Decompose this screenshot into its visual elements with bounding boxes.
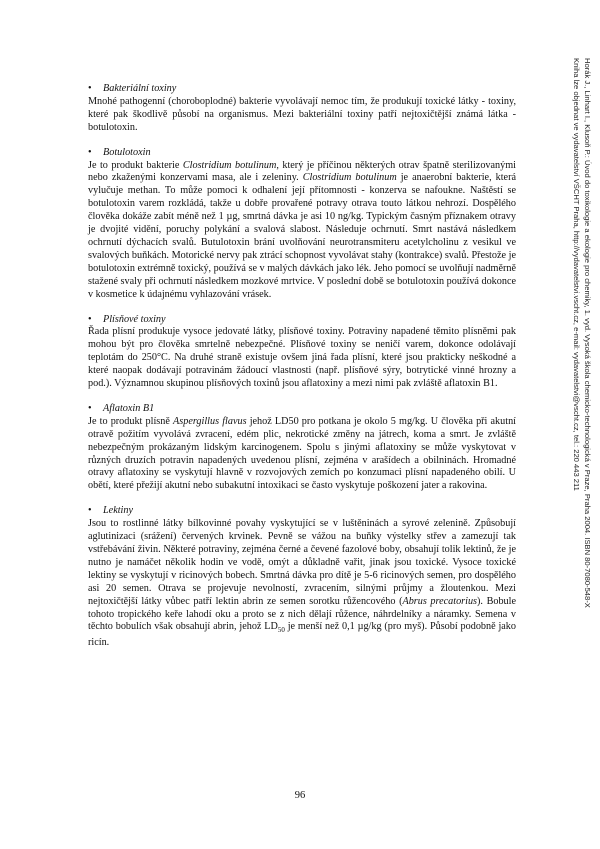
bullet-icon: • xyxy=(88,505,92,517)
bullet-icon: • xyxy=(88,313,92,325)
section-heading xyxy=(88,83,516,96)
paragraph: Řada plísní produkuje vysoce jedovaté látky, plísňové toxiny. Potraviny napadené těmito plísněmi pak mohou být pro člověka smrtelně nebezpečné. Plísňové toxiny se neničí varem, dokonce odolávají teplotám do 250°C. Na druhé straně existuje ovšem jiná řada plísní, které jsou prakticky neškodné a které naopak dodávají potravinám žádoucí vlastnosti (např. plísňové sýry, botrytické vinné hrozny a pod.). Významnou skupinou plísňových toxinů jsou aflatoxiny a mezi nimi pak zvláště aflatoxin B1. xyxy=(88,326,516,390)
heading-text: Bakteriální toxiny xyxy=(103,83,177,94)
species-name: Clostridium botulinum xyxy=(302,172,397,184)
paragraph: Je to produkt plísně Aspergillus flavus jehož LD50 pro potkana je okolo 5 mg/kg. U člověka při akutní otravě požitím vyvolává zvracení, edém plic, nekrotické změny na játrech, koma a smrt. Je zvláště nebezpečným prokázaným lidským karcinogenem. Spolu s jinými aflatoxiny se může vyskytovat v různých druzích potravin napadených uvedenou plísní, zejména v arašídech a obilninách. Hromadné otravy aflatoxiny se vyskytují hlavně v rozvojových zemích po konzumaci plísní napadeného obilí. U obětí, které přežijí akutní nebo subakutní intoxikaci se často vyskytuje poškození jater a rakovina. xyxy=(88,415,516,492)
paragraph: Jsou to rostlinné látky bílkovinné povahy vyskytující se v luštěninách a syrové zelenině. Způsobují aglutinizaci (srážení) červených krvinek. Pevně se vážou na buňky výstelky střev a zamezují tak vstřebávání živin. Některé potraviny, zejména černé a čevené fazolové boby, obsahují tolik lektinů, že je nutno je namáčet několik hodin ve vodě, omýt a důkladně vařit, jinak jsou toxické. Vysoce toxické lektiny se vyskytují v ricinových bobech. Smrtná dávka pro dítě je 5-6 ricinových semen, pro dospělého asi 20 semen. Otrava se projevuje nevolností, zvracením, silnými průjmy a žloutenkou. Mezi nejtoxičtější látky vůbec patří lektin abrin ze semen sorotku růžencového (Abrus precatorius). Bobule tohoto tropického keře lahodí oku a proto se z nich dělají růžence, náhrdelníky a náramky. Semena v těchto bobulích však obsahují abrin, jehož $LD_{50}$ je menší než 0,1 µg/kg (pro myš). Působí podobně jako ricín. xyxy=(88,518,516,649)
section-plisnove-toxiny xyxy=(88,314,516,391)
section-lektiny xyxy=(88,505,516,650)
paragraph: Mnohé pathogenní (choroboplodné) bakterie vyvolávají nemoc tím, že produkují toxické látky - toxiny, které pak škodlivě působí na organismus. Mezi bakteriální toxiny patří nejtoxičtější známá látka - botulotoxin. xyxy=(88,95,516,133)
section-botulotoxin xyxy=(88,147,516,302)
bullet-icon: • xyxy=(88,83,92,94)
citation-line-1: Horák J., Linhart I., Klusoň P.: Úvod do toxikologie a ekologie pro chemiky, 1. vyd. Vysoká škola chemicko-technologická v Praze, Praha 2004. ISBN 80-7080-548-X xyxy=(583,58,592,608)
bullet-icon: • xyxy=(88,402,92,414)
heading-text: Aflatoxin B1 xyxy=(103,402,155,414)
section-aflatoxin-b1 xyxy=(88,403,516,493)
heading-text: Lektiny xyxy=(103,505,133,517)
species-name: Clostridium botulinum xyxy=(182,159,277,171)
page-number: 96 xyxy=(294,790,306,801)
citation-line-2: Kniha lze objednat ve vydavatelství VŠCHT Praha, http://vydavatelstvi.vscht.cz, e-mail: vydavatelstvi@vscht.cz, tel.: 220 443 211 xyxy=(572,58,582,491)
section-heading xyxy=(88,505,516,518)
species-name: Aspergillus flavus xyxy=(173,415,247,427)
heading-text: Botulotoxin xyxy=(103,146,151,158)
citation-sidebar xyxy=(548,58,592,778)
bullet-icon: • xyxy=(88,146,92,158)
subscript: 50 xyxy=(277,626,285,635)
heading-text: Plísňové toxiny xyxy=(103,313,166,325)
section-heading xyxy=(88,147,516,160)
page-content xyxy=(88,83,516,650)
section-bakterialni-toxiny xyxy=(88,83,516,135)
species-name: Abrus precatorius xyxy=(402,595,478,607)
section-heading xyxy=(88,314,516,327)
paragraph: Je to produkt bakterie Clostridium botulinum, který je příčinou některých otrav špatně sterilizovanými nebo zkaženými konzervami masa, ale i zeleniny. Clostridium botulinum je anaerobní bakterie, která vylučuje methan. To může pomoci k odhalení její přítomnosti - konzerva se nafoukne. Naštěstí se botulotoxin varem rozkládá, takže u dobře provařené potravy otrava touto látkou nehrozí. Dospělého člověka dokáže zabít méně než 1 µg, smrtná dávka je asi 10 ng/kg. Typickým časným příznakem otravy je dvojité vidění, poruchy polykání a svalová slabost. Následuje ochrnutí. Smrt nastává následkem ochrnutí dýchacích svalů. Butulotoxin brání uvolňování neurotransmiteru acetylcholinu z vesikul ve svalových buňkách. Motorické nervy pak ztrácí schopnost vyvolávat stahy (kontrakce) svalů. Přestože je botulotoxin extrémně toxický, používá se v malých dávkách jako lék. Jeho pomocí se uvolňují nadměrně stažené svaly při ochrnutí následkem mozkové mrtvice. V poslední době se botulotoxin používá dokonce v kosmetice k údajnému vyhlazování vrásek. xyxy=(88,159,516,300)
section-heading xyxy=(88,403,516,416)
